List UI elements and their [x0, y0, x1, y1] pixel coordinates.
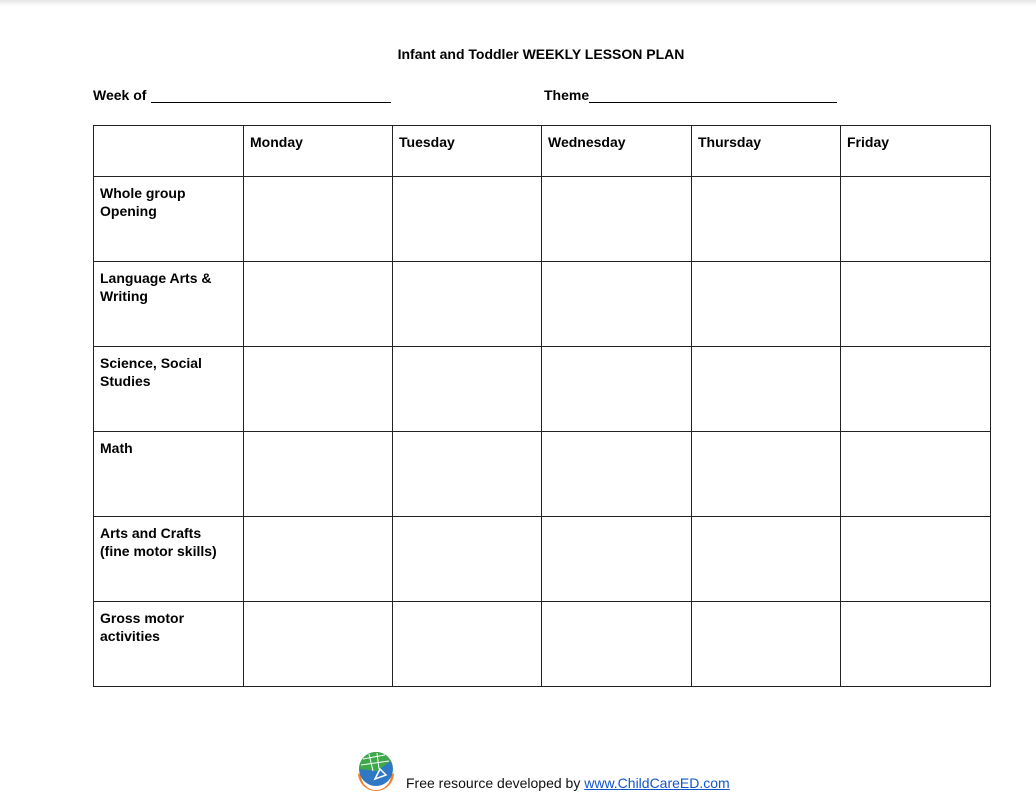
row-label-line: Writing	[100, 288, 148, 304]
table-row	[94, 262, 991, 347]
plan-cell[interactable]	[692, 602, 841, 687]
plan-cell[interactable]	[841, 432, 991, 517]
theme-label: Theme	[544, 87, 590, 103]
childcareed-globe-logo-icon	[355, 749, 397, 791]
table-row	[94, 517, 991, 602]
week-of-field	[93, 87, 391, 103]
plan-cell[interactable]	[393, 347, 542, 432]
day-header-friday: Friday	[841, 126, 991, 177]
plan-cell[interactable]	[542, 177, 692, 262]
plan-cell[interactable]	[542, 517, 692, 602]
row-label-line: Whole group	[100, 185, 186, 201]
plan-cell[interactable]	[244, 517, 393, 602]
page-title: Infant and Toddler WEEKLY LESSON PLAN	[397, 46, 685, 62]
row-label	[94, 262, 244, 347]
plan-cell[interactable]	[542, 602, 692, 687]
plan-cell[interactable]	[393, 432, 542, 517]
row-label-line: activities	[100, 628, 160, 644]
theme-blank[interactable]	[589, 88, 837, 103]
plan-cell[interactable]	[692, 517, 841, 602]
plan-cell[interactable]	[841, 602, 991, 687]
row-label	[94, 177, 244, 262]
row-label	[94, 602, 244, 687]
week-of-blank[interactable]	[151, 88, 391, 103]
childcareed-link[interactable]: www.ChildCareED.com	[584, 775, 730, 791]
plan-cell[interactable]	[244, 347, 393, 432]
week-of-label: Week of	[93, 87, 147, 103]
plan-cell[interactable]	[393, 177, 542, 262]
plan-cell[interactable]	[542, 432, 692, 517]
plan-cell[interactable]	[692, 432, 841, 517]
day-header-wednesday: Wednesday	[542, 126, 692, 177]
row-label-line: Arts and Crafts	[100, 525, 202, 541]
lesson-plan-table	[93, 125, 991, 687]
plan-cell[interactable]	[841, 262, 991, 347]
row-label-line: Math	[100, 440, 133, 456]
day-header-monday: Monday	[244, 126, 393, 177]
day-header-thursday: Thursday	[692, 126, 841, 177]
plan-cell[interactable]	[542, 262, 692, 347]
plan-cell[interactable]	[393, 602, 542, 687]
row-label	[94, 517, 244, 602]
plan-cell[interactable]	[542, 347, 692, 432]
plan-cell[interactable]	[393, 262, 542, 347]
header-row	[94, 126, 991, 177]
table-row	[94, 432, 991, 517]
row-label-line: Science, Social	[100, 355, 202, 371]
plan-cell[interactable]	[692, 262, 841, 347]
plan-cell[interactable]	[244, 432, 393, 517]
plan-cell[interactable]	[841, 347, 991, 432]
plan-cell[interactable]	[841, 517, 991, 602]
table-row	[94, 347, 991, 432]
table-row	[94, 602, 991, 687]
footer-credit	[406, 775, 730, 791]
row-label	[94, 347, 244, 432]
corner-cell	[94, 126, 244, 177]
plan-cell[interactable]	[244, 602, 393, 687]
table-row	[94, 177, 991, 262]
day-header-tuesday: Tuesday	[393, 126, 542, 177]
plan-cell[interactable]	[393, 517, 542, 602]
plan-cell[interactable]	[692, 347, 841, 432]
plan-cell[interactable]	[244, 262, 393, 347]
row-label-line: Opening	[100, 203, 157, 219]
page-top-shadow	[0, 0, 1036, 6]
plan-cell[interactable]	[692, 177, 841, 262]
theme-field	[544, 87, 837, 103]
row-label	[94, 432, 244, 517]
row-label-line: Language Arts &	[100, 270, 212, 286]
row-label-line: Studies	[100, 373, 151, 389]
footer-text: Free resource developed by	[406, 775, 585, 791]
row-label-line: Gross motor	[100, 610, 185, 626]
row-label-line: (fine motor skills)	[100, 543, 217, 559]
plan-cell[interactable]	[841, 177, 991, 262]
plan-cell[interactable]	[244, 177, 393, 262]
